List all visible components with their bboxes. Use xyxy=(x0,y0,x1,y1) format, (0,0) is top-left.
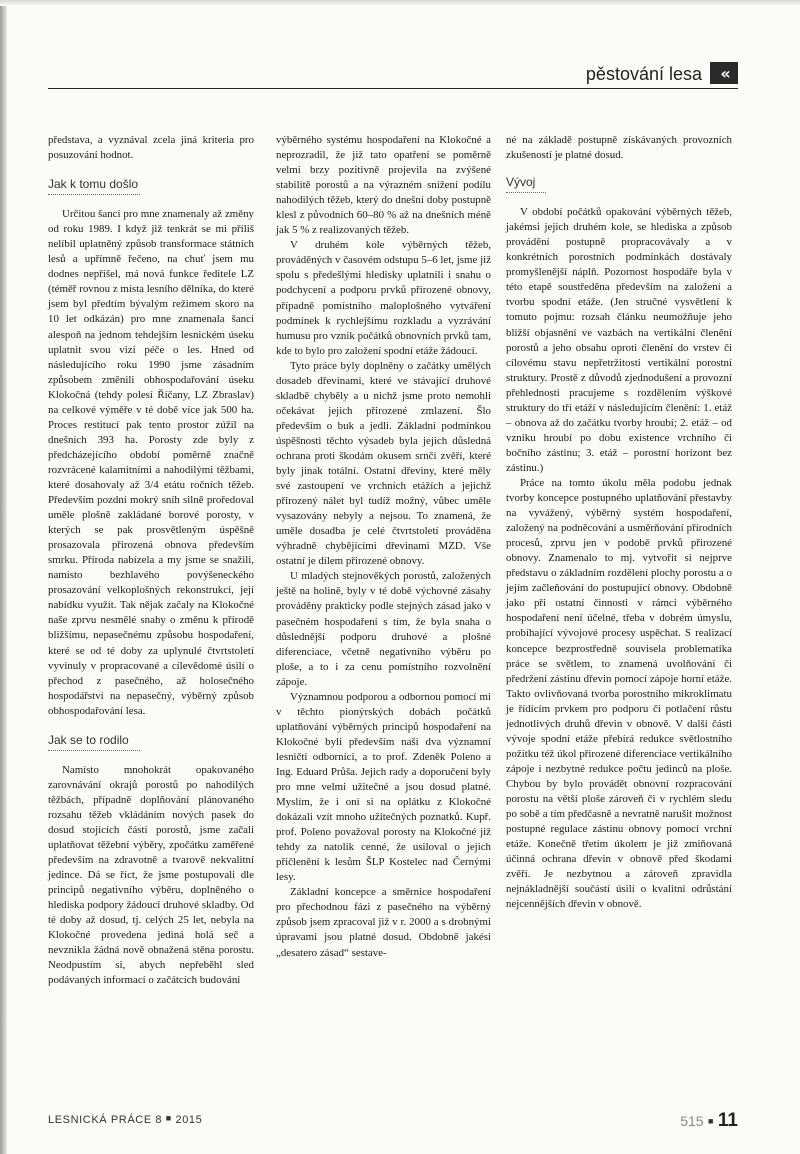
section-heading: Jak se to rodilo xyxy=(48,733,140,751)
section-title: pěstování lesa xyxy=(585,64,702,84)
page-number-issue: 11 xyxy=(717,1110,738,1131)
paragraph: Tyto práce byly doplněny o začátky umělých dosadeb dřevinami, které ve stávající druhové skladbě chyběly a u nichž jsme proto nemohli očekávat jejich přirozené zmlazení. Šlo především o buk a jedli. Základní podmínkou úspěšnosti těchto výsadeb byla jejich důsledná ochrana proti škodám okusem srnčí zvěří, které byly jinak totální. Ostatní dřeviny, které měly své zastoupení ve vrchních etážích a jejichž přirozený nálet byl tudíž možný, vůbec uměle vysazovány nebyly a nejsou. To znamená, že uměle dosadba je celé čtvrtstoletí prováděna výhradně chybějícími dřevinami MZD. Vše ostatní je dílem přirozené obnovy. xyxy=(276,359,491,568)
page-footer xyxy=(48,1110,738,1134)
column-3 xyxy=(506,133,732,912)
paragraph: Základní koncepce a směrnice hospodaření pro přechodnou fázi z pasečného na výběrný způsob jsem zpracoval již v r. 2000 a s drobnými úpravami jsou platné dosud. Obdobně jakési „desatero zásad“ sestave- xyxy=(276,886,491,959)
scan-top-shadow xyxy=(0,0,800,6)
section-heading: Vývoj xyxy=(506,175,546,193)
paragraph: V druhém kole výběrných těžeb, prováděných v časovém odstupu 5–6 let, jsme již spolu s předešlými hledisky uplatnili i snahu o podchycení a podporu prvků přirozené obnovy, případně pomístního maloplošného vytváření podmínek k rychlejšímu rozkladu a vyzrávání humusu pro vznik počátků obnovních prvků tam, kde to bylo pro založení spodní etáže žádoucí. xyxy=(276,239,491,357)
square-bullet-icon: ■ xyxy=(165,1113,172,1123)
square-bullet-icon: ■ xyxy=(708,1116,714,1126)
paragraph: né na základě postupně získávaných provozních zkušeností je platné dosud. xyxy=(506,134,732,162)
column-1 xyxy=(48,133,254,988)
paragraph: představa, a vyznával zcela jiná kriteria pro posuzování hodnot. xyxy=(48,134,254,162)
paragraph: U mladých stejnověkých porostů, založených ještě na holině, byly v té době výchovné zásahy prováděny prakticky podle stejných zásad jako v pasečném hospodaření s tím, že byla snaha o důslednější podporu druhové a plošné diferenciace, včetně negativního výběru po ploše, a to i za cenu pomístního rozvolnění zápoje. xyxy=(276,570,491,688)
column-2 xyxy=(276,133,491,961)
section-heading: Jak k tomu došlo xyxy=(48,177,140,195)
paragraph: výběrného systému hospodaření na Klokočné a neprozradil, že již tato opatření se poměrně velmi brzy pozitivně projevila na zvýšené stabilitě porostů a na výrazném snížení podílu nahodilých těžeb, který do dnešní doby postupně klesl z původních 60–80 % až na dnešních méně jak 5 % z realizovaných těžeb. xyxy=(276,134,491,237)
journal-info xyxy=(48,1113,202,1126)
page-number xyxy=(680,1110,738,1132)
journal-name: LESNICKÁ PRÁCE 8 xyxy=(48,1114,163,1126)
page-header xyxy=(48,58,738,89)
scan-edge-shadow xyxy=(0,0,7,1154)
journal-year: 2015 xyxy=(175,1114,203,1126)
paragraph: Namísto mnohokrát opakovaného zarovnávání okrajů porostů po nahodilých těžbách, případně doplňování plánovaného rozsahu těžeb vkládáním nových pasek do dosud stojících částí porostů, jsme začali uplatňovat těžební výběry, zpočátku zaměřené především na zdravotně a tvarově nekvalitní jedince. Dá se říct, že jsme postupovali dle principů negativního výběru, doplněného o hlediska podpory žádoucí druhové skladby. Od té doby až dosud, tj. celých 25 let, nebyla na Klokočné provedena jediná holá seč a nevznikla žádná nově obnažená stěna porostu. Neodpustím si, abych nepřeběhl sled podávaných informací o začátcích budování xyxy=(48,763,254,987)
paragraph: V období počátků opakování výběrných těžeb, jakémsi jejich druhém kole, se hlediska a způsob provádění postupně propracovávaly a v konkrétních porostních podmínkách dostávaly promyšlenější náplň. Pozornost hospodáře byla v této etapě soustředěna především na založení a tvorbu spodní etáže. (Jen stručné vysvětlení k tomuto pojmu: rozsah článku neumožňuje jeho bližší objasnění ve vazbách na vertikální členění porostů a jeho obsahu oproti členění do vrstev či cílovému stavu nepřetržitosti vertikální porostní struktury. Prostě z důvodů zjednodušení a provozní přehlednosti pracujeme s rozdělením výškové struktury do tří etáží v následujícím členění: 1. etáž – obnova až do začátku tvorby hroubí; 2. etáž – od vzniku hroubí po dobu existence vrchního či bočního zástinu; 3. etáž – porostní horizont bez zástinu.) xyxy=(506,206,732,474)
page-number-total: 515 xyxy=(680,1113,704,1129)
paragraph: Určitou šanci pro mne znamenaly až změny od roku 1989. I když již tenkrát se mi příliš nelíbil uplatněný způsob transformace státních lesů a upřímně řečeno, na chuť jsem mu dodnes nepřišel, má nová funkce ředitele LZ (téměř rovnou z místa lesního dělníka, do které jsem byl předtím bývalým režimem skoro na 10 let odkázán) pro mne znamenala šanci alespoň na jednom tehdejším lesnickém úseku uplatnit svou vizi péče o les. Hned od následujícího roku 1990 jsme zásadním způsobem změnili obhospodařování úseku Klokočná (tehdy polesí Říčany, LZ Zbraslav) na celkové výměře v té době více jak 500 ha. Proces restitucí pak tento prostor zúžil na dnešních 393 ha. Porosty zde byly z předcházejícího období poměrně značně rozvrácené kalamitními a nahodilými těžbami, které dosahovaly až 3/4 etátu ročních těžeb. Především pozdní mokrý sníh silně proředoval uměle plošně zakládané borové porosty, v kterých se pak prosvětleným úspěšně prosazovala přirozená obnova především smrku. Příroda nabízela a my jsme se snažili, namísto bezhlavého povýšeneckého prosazování velkoplošných rekonstrukcí, její nabídku využít. Tak nějak začaly na Klokočné naše zprvu nesmělé snahy o změnu k přírodě bližšímu, nepasečnému způsobu hospodaření, které se od té doby za uplynulé čtvrtstoletí vyvinuly v propracované a cílevědomé úsilí o přechod z pasečného, až holosečného hospodářství na nepasečný, výběrný způsob obhospodařování lesa. xyxy=(48,208,254,717)
paragraph: Práce na tomto úkolu měla podobu jednak tvorby koncepce postupného uplatňování přestavby na vyvážený, výběrný systém hospodaření, založený na podněcování a usměrňování přírodních procesů, zprvu jen v podobě prvků přirozené obnovy. Znamenalo to mj. vytvořit si nejprve představu o základním rozdělení plochy porostu a o jejím začleňování do postupující obnovy. Obdobně jako při ostatní činnosti v rámci výběrného hospodaření není účelné, třeba v dobrém úmyslu, probíhající vývojové procesy uspěchat. S realizací koncepce bezprostředně souvisela problematika práce se světlem, to znamená uvolňování či předržení zástinu dřevin pomocí zápoje horní etáže. Takto ovlivňovaná tvorba porostního mikroklimatu je řídícím prvkem pro podporu či potlačení růstu jednotlivých druhů dřevin v obnově. V další části vývoje spodní etáže přebírá redukce světlostního požitku též úkol přirozené diferenciace vertikálního zápoje i nezbytné redukce počtu jedinců na ploše. Chybou by bylo provádět obnovní rozpracování porostu na větší ploše zároveň či v rychlém sledu po sobě a tím předčasně a nevratně narušit možnost postupné regulace zástinu obnovy pomocí vrchní etáže. Konečně třetím úkolem je již zmiňovaná účinná ochrana dřevin v obnově před škodami zvěří. Je nezbytnou a zároveň zpravidla nejnákladnější součástí úsilí o kvalitní odrůstání nejcennějších dřevin v obnově. xyxy=(506,476,732,911)
paragraph: Významnou podporou a odbornou pomocí mi v těchto pionýrských dobách počátků uplatňování výběrných principů hospodaření na Klokočné byli především naši dva významní lesničtí odborníci, a to prof. Zdeněk Poleno a Ing. Eduard Průša. Jejich rady a doporučení byly pro mne velmi užitečné a jsou dosud platné. Myslím, že i oni si na oplátku z Klokočné dokázali vzít mnoho užitečných poznatků. Kupř. prof. Poleno považoval porosty na Klokočné již tehdy za natolik cenné, že usiloval o jejich přičlenění k lesům ŠLP Kostelec nad Černými lesy. xyxy=(276,690,491,884)
double-chevron-left-icon: « xyxy=(710,62,738,84)
